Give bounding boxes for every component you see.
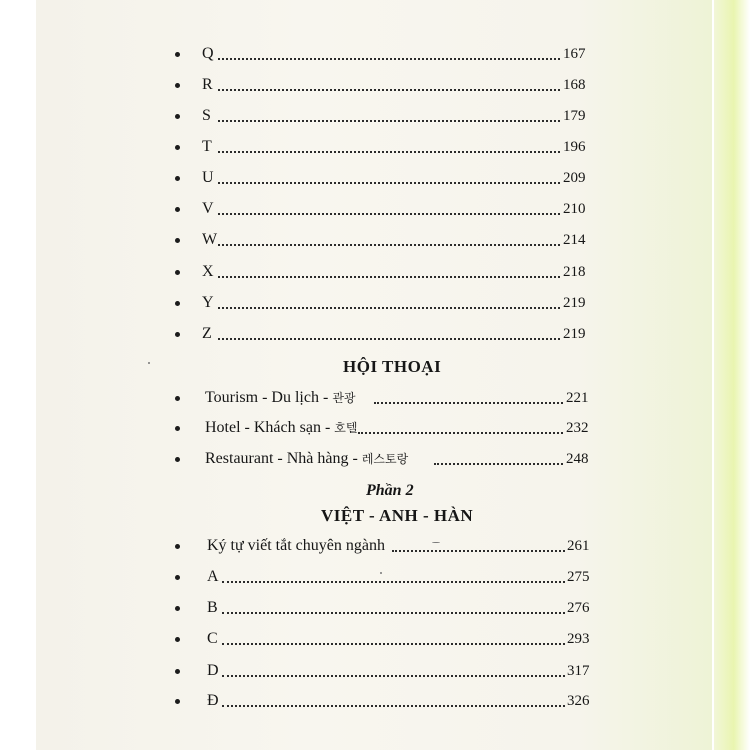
entry-text: Ký tự viết tắt chuyên ngành [207, 537, 385, 554]
bullet [175, 426, 180, 431]
paper-speck [432, 542, 440, 543]
toc-entry-part2-6-page-number: 326 [567, 693, 590, 709]
dot-leader [218, 58, 560, 60]
bullet [175, 457, 180, 462]
entry-text: D [207, 662, 219, 679]
page-edge [714, 0, 750, 750]
bullet [175, 669, 180, 674]
bullet [175, 637, 180, 642]
bullet [175, 332, 180, 337]
dot-leader [218, 151, 560, 153]
section-title-part2: VIỆT - ANH - HÀN [321, 506, 474, 525]
bullet [175, 699, 180, 704]
entry-text: Z [202, 325, 212, 342]
toc-entry-part2-2-page-number: 275 [567, 569, 590, 585]
toc-entry-hoi-thoai-2-label [205, 418, 357, 438]
toc-entry-hoi-thoai-2-page-number: 232 [566, 420, 589, 436]
dot-leader [434, 463, 563, 465]
toc-entry-w-label [202, 230, 217, 250]
toc-entry-x-page-number: 218 [563, 264, 586, 280]
entry-text: A [207, 568, 219, 585]
dot-leader [218, 213, 560, 215]
dot-leader [218, 182, 560, 184]
toc-entry-part2-5-label [207, 661, 219, 681]
toc-entry-v-label [202, 199, 214, 219]
paper-speck [380, 572, 382, 574]
toc-entry-part2-4-page-number: 293 [567, 631, 590, 647]
dot-leader [218, 89, 560, 91]
paper-speck [148, 362, 150, 364]
korean-text: 레스토랑 [361, 452, 409, 466]
entry-text: U [202, 169, 214, 186]
entry-text: V [202, 200, 214, 217]
dot-leader [222, 581, 565, 583]
toc-entry-y-label [202, 293, 214, 313]
entry-text: B [207, 599, 218, 616]
bullet [175, 238, 180, 243]
entry-text: Tourism - Du lịch - [205, 389, 333, 406]
dot-leader [222, 643, 565, 645]
bullet [175, 145, 180, 150]
bullet [175, 606, 180, 611]
bullet [175, 83, 180, 88]
entry-text: R [202, 76, 213, 93]
bullet [175, 176, 180, 181]
toc-entry-z-page-number: 219 [563, 326, 586, 342]
toc-entry-r-label [202, 75, 213, 95]
toc-entry-u-page-number: 209 [563, 170, 586, 186]
dot-leader [218, 276, 560, 278]
toc-entry-v-page-number: 210 [563, 201, 586, 217]
toc-entry-t-label [202, 137, 212, 157]
entry-text: T [202, 138, 212, 155]
dot-leader [218, 338, 560, 340]
korean-text: 관광 [332, 391, 356, 405]
toc-entry-x-label [202, 262, 214, 282]
dot-leader [218, 307, 560, 309]
bullet [175, 544, 180, 549]
korean-text: 호텔 [334, 421, 358, 435]
toc-entry-s-label [202, 106, 211, 126]
toc-entry-y-page-number: 219 [563, 295, 586, 311]
toc-entry-hoi-thoai-3-page-number: 248 [566, 451, 589, 467]
bullet [175, 575, 180, 580]
entry-text: S [202, 107, 211, 124]
entry-text: W [202, 231, 218, 248]
bullet [175, 301, 180, 306]
bullet [175, 396, 180, 401]
toc-entry-part2-4-label [207, 629, 218, 649]
toc-entry-w-page-number: 214 [563, 232, 586, 248]
entry-text: Hotel - Khách sạn - [205, 419, 335, 436]
bullet [175, 207, 180, 212]
toc-entry-s-page-number: 179 [563, 108, 586, 124]
entry-text: Đ [207, 692, 219, 709]
entry-text: Restaurant - Nhà hàng - [205, 450, 362, 467]
dot-leader [222, 612, 565, 614]
dot-leader [222, 675, 565, 677]
toc-entry-part2-3-page-number: 276 [567, 600, 590, 616]
dot-leader [374, 402, 563, 404]
toc-entry-z-label [202, 324, 212, 344]
bullet [175, 114, 180, 119]
dot-leader [218, 244, 560, 246]
dot-leader [358, 432, 563, 434]
bullet [175, 52, 180, 57]
toc-entry-t-page-number: 196 [563, 139, 586, 155]
entry-text: C [207, 630, 218, 647]
toc-entry-hoi-thoai-1-label [205, 388, 356, 408]
toc-entry-hoi-thoai-1-page-number: 221 [566, 390, 589, 406]
toc-entry-part2-5-page-number: 317 [567, 663, 590, 679]
toc-entry-hoi-thoai-3-label [205, 449, 408, 469]
toc-entry-q-label [202, 44, 214, 64]
toc-entry-part2-3-label [207, 598, 218, 618]
toc-entry-part2-2-label [207, 567, 219, 587]
part-label: Phần 2 [366, 482, 414, 499]
toc-entry-part2-6-label [207, 691, 219, 711]
toc-entry-r-page-number: 168 [563, 77, 586, 93]
entry-text: Q [202, 45, 214, 62]
entry-text: Y [202, 294, 214, 311]
toc-entry-q-page-number: 167 [563, 46, 586, 62]
dot-leader [392, 550, 565, 552]
toc-entry-part2-1-label [207, 536, 385, 556]
bullet [175, 270, 180, 275]
dot-leader [218, 120, 560, 122]
section-title-hoi-thoai: HỘI THOẠI [343, 357, 442, 376]
entry-text: X [202, 263, 214, 280]
toc-entry-part2-1-page-number: 261 [567, 538, 590, 554]
toc-entry-u-label [202, 168, 214, 188]
dot-leader [222, 705, 565, 707]
